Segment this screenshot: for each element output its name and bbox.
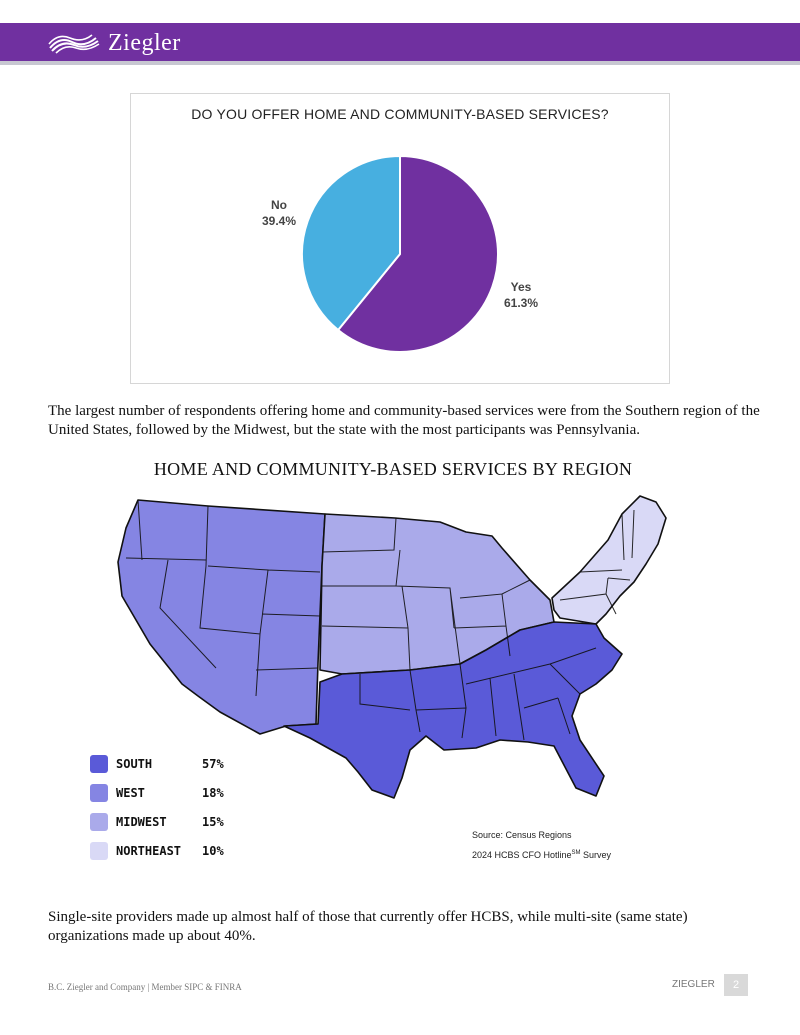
pie-label-yes-name: Yes bbox=[510, 280, 532, 294]
pie-label-no-value: 39.4% bbox=[261, 214, 297, 228]
body-paragraph-2: Single-site providers made up almost half of those that currently offer HCBS, while multi-site (same state) organizations made up about 40%. bbox=[48, 909, 688, 944]
pie-chart bbox=[131, 94, 669, 383]
map-region-northeast bbox=[552, 496, 666, 624]
footer-brand: ZIEGLER bbox=[672, 979, 715, 990]
legend-row-west bbox=[90, 783, 242, 803]
pie-label-yes-value: 61.3% bbox=[503, 296, 539, 310]
legend-row-south bbox=[90, 754, 242, 774]
pie-label-yes bbox=[491, 279, 551, 311]
map-region-west bbox=[118, 500, 325, 734]
legend-pct-northeast: 10% bbox=[202, 844, 224, 858]
legend-swatch-west bbox=[90, 784, 108, 802]
pie-chart-title: DO YOU OFFER HOME AND COMMUNITY-BASED SERVICES? bbox=[191, 106, 609, 122]
pie-label-no-name: No bbox=[271, 198, 287, 212]
legend-name-northeast: NORTHEAST bbox=[116, 844, 182, 858]
ziegler-wave-icon bbox=[48, 32, 100, 54]
ziegler-logo bbox=[48, 28, 181, 58]
map-source bbox=[472, 826, 611, 864]
legend-row-northeast bbox=[90, 841, 242, 861]
legend-name-midwest: MIDWEST bbox=[116, 815, 167, 829]
map-legend bbox=[90, 754, 242, 870]
header-divider bbox=[0, 61, 800, 65]
legend-row-midwest bbox=[90, 812, 242, 832]
logo-text: Ziegler bbox=[108, 29, 181, 56]
legend-swatch-south bbox=[90, 755, 108, 773]
pie-chart-card bbox=[130, 93, 670, 384]
body-paragraph-1: The largest number of respondents offering home and community-based services were from the Southern region of the United States, followed by the Midwest, but the state with the most participants was Pennsylvania. bbox=[48, 403, 760, 438]
page-number: 2 bbox=[724, 974, 748, 996]
pie-label-no bbox=[249, 197, 309, 229]
source-line-2-pre: 2024 HCBS CFO Hotline bbox=[472, 850, 572, 860]
legend-pct-south: 57% bbox=[202, 757, 224, 771]
legend-name-west: WEST bbox=[116, 786, 145, 800]
legend-pct-midwest: 15% bbox=[202, 815, 224, 829]
source-line-1: Source: Census Regions bbox=[472, 830, 572, 840]
map-title: HOME AND COMMUNITY-BASED SERVICES BY REGION bbox=[153, 459, 633, 479]
legend-pct-west: 18% bbox=[202, 786, 224, 800]
legend-name-south: SOUTH bbox=[116, 757, 153, 771]
legend-swatch-midwest bbox=[90, 813, 108, 831]
legend-swatch-northeast bbox=[90, 842, 108, 860]
source-line-2-sup: SM bbox=[571, 850, 581, 856]
source-line-2 bbox=[472, 844, 611, 864]
source-line-2-post: Survey bbox=[580, 850, 612, 860]
footer-disclaimer: B.C. Ziegler and Company | Member SIPC & FINRA bbox=[48, 982, 242, 992]
